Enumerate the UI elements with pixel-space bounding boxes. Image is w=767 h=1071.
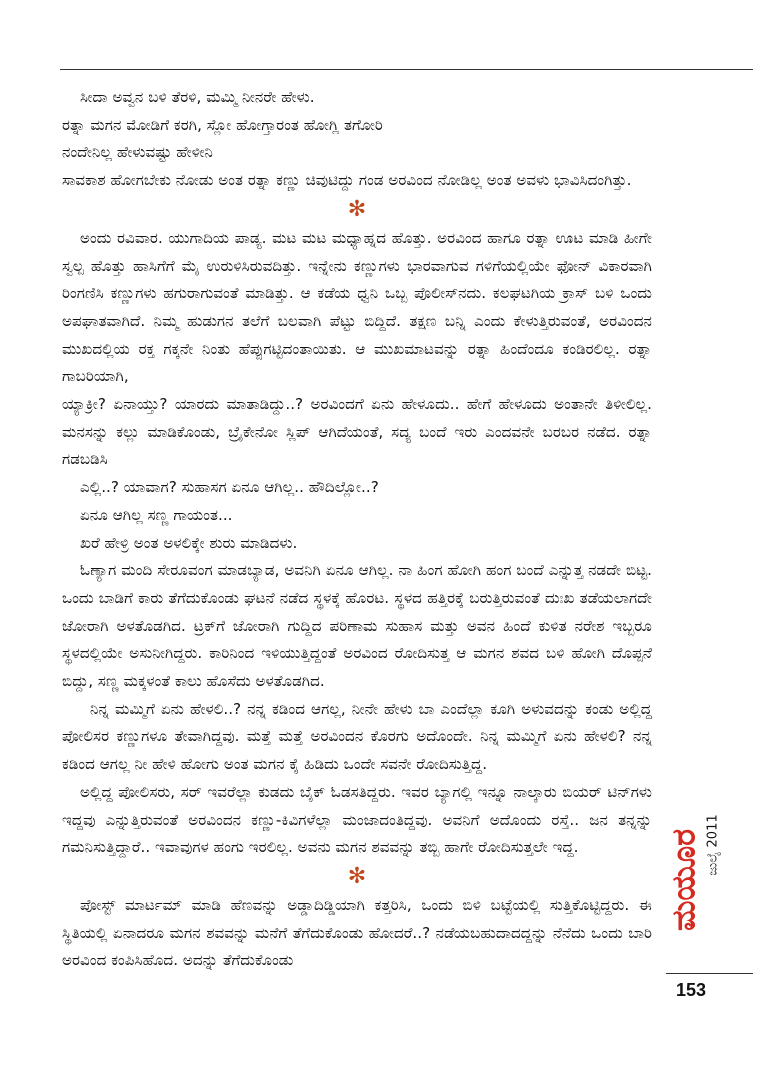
paragraph: ರತ್ನಾ ಮಗನ ಮೋಡಿಗೆ ಕರಗಿ, ಸ್ಲೋ ಹೋಗ್ತಾರಂತ ಹೋಗ್ಲಿ ತಗೋರಿ (62, 115, 383, 134)
paragraph: ಪೋಸ್ಟ್ ಮಾರ್ಟಮ್ ಮಾಡಿ ಹೆಣವನ್ನು ಅಡ್ಡಾದಿಡ್ಡಿಯಾಗಿ ಕತ್ತರಿಸಿ, ಒಂದು ಬಿಳಿ ಬಟ್ಟೆಯಲ್ಲಿ ಸುತ್ತಿಕೊಟ್ಟಿದ್ದರು. ಈ ಸ್ಥಿತಿಯಲ್ಲಿ ಏನಾದರೂ ಮಗನ ಶವವನ್ನು ಮನೆಗೆ ತೆಗೆದುಕೊಂಡು ಹೋದರೆ..? ನಡೆಯಬಹುದಾದದ್ದನ್ನು ನೆನೆದು ಒಂದು ಬಾರಿ ಅರವಿಂದ ಕಂಪಿಸಿಹೊದ. ಅದನ್ನು ತೆಗೆದುಕೊಂಡು (62, 895, 652, 970)
magazine-name: ಮಯೂರ (664, 828, 703, 932)
paragraph: ಅಲ್ಲಿದ್ದ ಪೋಲಿಸರು, ಸರ್ ಇವರೆಲ್ಲಾ ಕುಡದು ಬೈಕ್ ಓಡಸತಿದ್ದರು. ಇವರ ಬ್ಯಾಗಲ್ಲಿ ಇನ್ನೂ ನಾಲ್ಕಾರು ಬಿಯರ್ ಟಿನ್‌ಗಳು ಇದ್ದವು ಎನ್ನುತ್ತಿರುವಂತೆ ಅರವಿಂದನ ಕಣ್ಣು-ಕಿವಿಗಳೆಲ್ಲಾ ಮಂಜಾದಂತಿದ್ದವು. ಅವನಿಗೆ ಅದೊಂದು ರಸ್ತೆ.. ಜನ ತನ್ನನ್ನು ಗಮನಿಸುತ್ತಿದ್ದಾರೆ.. ಇವಾವುಗಳ ಹಂಗು ಇರಲಿಲ್ಲ. ಅವನು ಮಗನ ಶವವನ್ನು ತಬ್ಬಿ ಹಾಗೇ ರೋದಿಸುತ್ತಲೇ ಇದ್ದ. (62, 782, 652, 857)
issue-date-box (702, 795, 724, 895)
section-1 (62, 84, 652, 195)
article-body (62, 84, 652, 975)
paragraph: ಓಣ್ಯಾಗ ಮಂದಿ ಸೇರೂವಂಗ ಮಾಡಬ್ಯಾಡ, ಅವನಿಗಿ ಏನೂ ಆಗಿಲ್ಲ. ನಾ ಹಿಂಗ ಹೋಗಿ ಹಂಗ ಬಂದೆ ಎನ್ನುತ್ತ ನಡದೇ ಬಿಟ್ಟ. ಒಂದು ಬಾಡಿಗೆ ಕಾರು ತೆಗೆದುಕೊಂಡು ಘಟನೆ ನಡೆದ ಸ್ಥಳಕ್ಕೆ ಹೊರಟ. ಸ್ಥಳದ ಹತ್ತಿರಕ್ಕೆ ಬರುತ್ತಿರುವಂತೆ ದುಃಖ ತಡೆಯಲಾಗದೇ ಜೋರಾಗಿ ಅಳತೊಡಗಿದ. ಟ್ರಕ್‌ಗೆ ಜೋರಾಗಿ ಗುದ್ದಿದ ಪರಿಣಾಮ ಸುಹಾಸ ಮತ್ತು ಅವನ ಹಿಂದೆ ಕುಳಿತ ನರೇಶ ಇಬ್ಬರೂ ಸ್ಥಳದಲ್ಲಿಯೇ ಅಸುನೀಗಿದ್ದರು. ಕಾರಿನಿಂದ ಇಳಿಯುತ್ತಿದ್ದಂತೆ ಅರವಿಂದ ರೋದಿಸುತ್ತ ಆ ಮಗನ ಶವದ ಬಳಿ ಹೋಗಿ ದೊಪ್ಪನೆ ಬಿದ್ದು, ಸಣ್ಣ ಮಕ್ಕಳಂತೆ ಕಾಲು ಹೊಸೆದು ಅಳತೊಡಗಿದ. (62, 561, 652, 691)
paragraph: ಸಾವಕಾಶ ಹೋಗಬೇಕು ನೋಡು ಅಂತ ರತ್ನಾ ಕಣ್ಣು ಚಿವುಟಿದ್ದು ಗಂಡ ಅರವಿಂದ ನೋಡಿಲ್ಲ ಅಂತ ಅವಳು ಭಾವಿಸಿದಂಗಿತ್ತು. (62, 171, 632, 190)
header-rule (60, 69, 753, 70)
paragraph: ನಂದೇನಿಲ್ಲ ಹೇಳುವಷ್ಟು ಹೇಳೀನಿ (62, 143, 213, 162)
paragraph: ಅಂದು ರವಿವಾರ. ಯುಗಾದಿಯ ಪಾಡ್ಯ. ಮಟ ಮಟ ಮಧ್ಯಾಹ್ನದ ಹೊತ್ತು. ಅರವಿಂದ ಹಾಗೂ ರತ್ನಾ ಊಟ ಮಾಡಿ ಹೀಗೇ ಸ್ವಲ್ಪ ಹೊತ್ತು ಹಾಸಿಗೆಗೆ ಮೈ ಉರುಳಿಸಿರುವದಿತ್ತು. ಇನ್ನೇನು ಕಣ್ಣುಗಳು ಭಾರವಾಗುವ ಗಳಿಗೆಯಲ್ಲಿಯೇ ಫೋನ್ ವಿಕಾರವಾಗಿ ರಿಂಗಣಿಸಿ ಕಣ್ಣುಗಳು ಹಗುರಾಗುವಂತೆ ಮಾಡಿತ್ತು. ಆ ಕಡೆಯ ಧ್ವನಿ ಒಬ್ಬ ಪೊಲೀಸ್‌ನದು. ಕಲಘಟಗಿಯ ಕ್ರಾಸ್ ಬಳಿ ಒಂದು ಅಪಘಾತವಾಗಿದೆ. ನಿಮ್ಮ ಹುಡುಗನ ತಲೆಗೆ ಬಲವಾಗಿ ಪೆಟ್ಟು ಬಿದ್ದಿದೆ. ತಕ್ಷಣ ಬನ್ನಿ ಎಂದು ಕೇಳುತ್ತಿರುವಂತೆ, ಅರವಿಂದನ ಮುಖದಲ್ಲಿಯ ರಕ್ತ ಗಕ್ಕನೇ ನಿಂತು ಹೆಪ್ಪುಗಟ್ಟಿದಂತಾಯಿತು. ಆ ಮುಖಮಾಟವನ್ನು ರತ್ನಾ ಹಿಂದೆಂದೂ ಕಂಡಿರಲಿಲ್ಲ. ರತ್ನಾ ಗಾಬರಿಯಾಗಿ, (62, 228, 652, 386)
section-2 (62, 225, 652, 862)
paragraph: ಖರೆ ಹೇಳ್ರಿ ಅಂತ ಅಳಲಿಕ್ಕೇ ಶುರು ಮಾಡಿದಳು. (80, 533, 298, 552)
section-3 (62, 892, 652, 975)
page-number: 153 (676, 980, 707, 1000)
paragraph: ನಿನ್ನ ಮಮ್ಮಿಗೆ ಏನು ಹೇಳಲಿ..? ನನ್ನ ಕಡಿಂದ ಆಗಲ್ಲ, ನೀನೇ ಹೇಳು ಬಾ ಎಂದೆಲ್ಲಾ ಕೂಗಿ ಅಳುವದನ್ನು ಕಂಡು ಅಲ್ಲಿದ್ದ ಪೋಲಿಸರ ಕಣ್ಣುಗಳೂ ತೇವಾಗಿದ್ದವು. ಮತ್ತೆ ಮತ್ತೆ ಅರವಿಂದನ ಕೊರಗು ಅದೊಂದೇ. ನಿನ್ನ ಮಮ್ಮಿಗೆ ಏನು ಹೇಳಲಿ? ನನ್ನ ಕಡಿಂದ ಆಗಲ್ಲ ನೀ ಹೇಳಿ ಹೋಗು ಅಂತ ಮಗನ ಕೈ ಹಿಡಿದು ಒಂದೇ ಸವನೇ ರೋದಿಸುತ್ತಿದ್ದ. (62, 699, 652, 774)
paragraph: ಎಲ್ಲಿ..? ಯಾವಾಗ? ಸುಹಾಸಗ ಏನೂ ಆಗಿಲ್ಲ.. ಹೌದಿಲ್ಲೋ..? (80, 478, 379, 497)
magazine-logo (666, 795, 702, 965)
section-separator: ✻ (347, 863, 367, 889)
issue-date: ಜುಲೈ 2011 (705, 814, 721, 876)
paragraph: ಏನೂ ಆಗಿಲ್ಲ ಸಣ್ಣ ಗಾಯಂತ... (80, 505, 233, 524)
paragraph: ಸೀದಾ ಅವ್ವನ ಬಳಿ ತೆರಳಿ, ಮಮ್ಮಿ ನೀನರೇ ಹೇಳು. (80, 88, 315, 106)
paragraph: ಯ್ಯಾಕ್ರೀ? ಏನಾಯ್ತು? ಯಾರದು ಮಾತಾಡಿದ್ದು..? ಅರವಿಂದಗೆ ಏನು ಹೇಳೂದು.. ಹೇಗೆ ಹೇಳೂದು ಅಂತಾನೇ ತಿಳೀಲಿಲ್ಲ. ಮನಸನ್ನು ಕಲ್ಲು ಮಾಡಿಕೊಂಡು, ಬ್ರೈಕೇನೋ ಸ್ಲಿಪ್ ಆಗಿದೆಯಂತೆ, ಸದ್ಯ ಬಂದೆ ಇರು ಎಂದವನೇ ಬರಬರ ನಡೆದ. ರತ್ನಾ ಗಡಬಡಿಸಿ (62, 395, 652, 469)
sidebar-branding (666, 795, 726, 965)
section-separator: ✻ (347, 196, 367, 222)
footer-rule (666, 973, 753, 974)
